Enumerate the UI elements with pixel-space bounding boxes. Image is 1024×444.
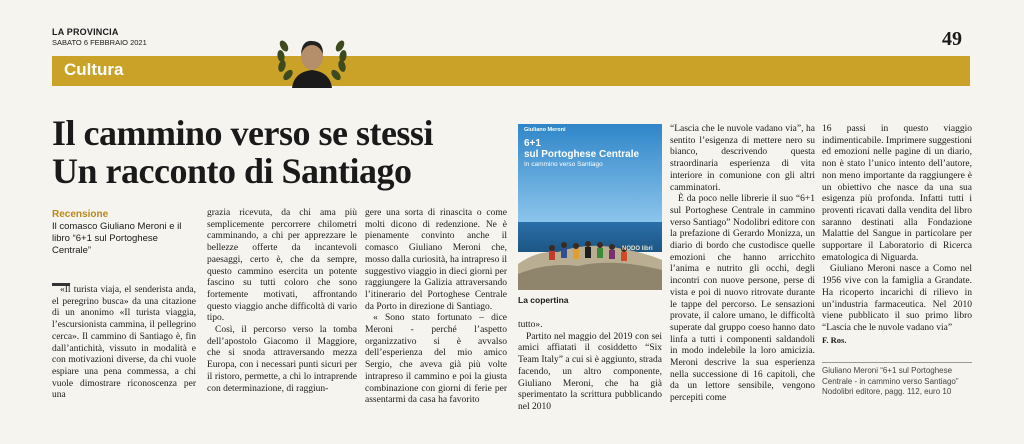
paragraph: grazia ricevuta, da chi ama più semplicemente percorrere chilometri camminando, a chi per apprezzare le bellezze offerte da incantevoli paesaggi, certo è, che da sempre, questo cammino esercita un potente fascino su tutti coloro che sono fortemente motivati, affrontando questo viaggio anche difficoltà di vario tipo.: [207, 208, 357, 324]
publisher-logo: NODO libri: [622, 246, 653, 252]
book-cover-image: [518, 124, 662, 290]
author-signature: F. Ros.: [822, 334, 847, 345]
cover-title-line-1: 6+1: [524, 138, 541, 149]
paragraph: 16 passi in questo viaggio indimenticabile. Imprimere suggestioni ed emozioni nelle pagine di un diario, non è stato l’unico intento dell’autore, non meno importante da raggiungere è un obiettivo che nasce da una sua esigenza più profonda. Infatti tutti i proventi ricavati dalla vendita del libro saranno destinati alla Fondazione Malattie del Sangue in particolare per supportare il Laboratorio di Ricerca ematologica di Niguarda.: [822, 124, 972, 263]
section-band: [52, 56, 970, 86]
paragraph: Giuliano Meroni nasce a Como nel 1956 vive con la famiglia a Grandate. Ha ricoperto incarichi di rilievo in un’industria farmaceutica. Nel 2010 viene pubblicato il suo primo libro “Lascia che le nuvole vadano via”: [822, 264, 972, 333]
paragraph: Così, il percorso verso la tomba dell’apostolo Giacomo il Maggiore, che si snoda attraversando mezza Europa, con i necessari punti sicuri per il ristoro, permette, a chi lo intraprende con determinazione, di raggiun-: [207, 325, 357, 394]
section-portrait-logo: [272, 32, 352, 88]
image-caption: La copertina: [518, 295, 569, 305]
headline-line-2: Un racconto di Santiago: [52, 151, 412, 191]
cover-subtitle: In cammino verso Santiago: [524, 161, 603, 168]
book-info-box: Giuliano Meroni “6+1 sul Portoghese Centrale - in cammino verso Santiago” Nodolibri editore, pagg. 112, euro 10: [822, 366, 959, 396]
text-column-3: [365, 208, 507, 407]
issue-date: SABATO 6 FEBBRAIO 2021: [52, 38, 147, 47]
text-column-2: [207, 208, 357, 395]
paragraph: « Sono stato fortunato – dice Meroni - perché l’aspetto organizzativo si è avvalso dell’esperienza del mio amico Sergio, che aveva già più volte intrapreso il cammino e poi la giusta combinazione con giorni di ferie per assentarmi da casa ha favorito: [365, 313, 507, 406]
paragraph: “Lascia che le nuvole vadano via”, ha sentito l’esigenza di mettere nero su bianco, descrivendo questa straordinaria esperienza di vita interiore in comunione con gli altri camminatori.: [670, 124, 815, 193]
text-column-6: [822, 124, 972, 346]
article-standfirst: Il comasco Giuliano Meroni e il libro “6+1 sul Portoghese Centrale”: [52, 221, 182, 256]
headline-line-1: Il cammino verso se stessi: [52, 113, 433, 153]
section-label: Cultura: [64, 60, 124, 79]
cover-author: Giuliano Meroni: [524, 127, 566, 133]
paragraph: È da poco nelle librerie il suo “6+1 sul Portoghese Centrale in cammino verso Santiago” Nodolibri editore con la prefazione di Gerardo Monizza, un diario di bordo che custodisce quelle emozioni che hanno arricchito l’anima e nutrito gli occhi, degli incontri con nuove persone, perse di vista e poi di nuovo ritrovate durante le tappe del percorso. Le sensazioni provate, il calore umano, le difficoltà superate dal gruppo coeso hanno dato linfa a tutti i componenti saldandoli in modo indelebile la loro amicizia. Meroni descrive la sua esperienza nella successione di 16 capitoli, che da un lettore sensibile, vengono percepiti come: [670, 194, 815, 404]
cover-title: [524, 138, 639, 160]
article-headline: [52, 114, 433, 190]
page-number: 49: [942, 28, 962, 50]
info-box-rule: [822, 362, 972, 363]
text-column-5: [670, 124, 815, 405]
paragraph: gere una sorta di rinascita o come molti dicono di redenzione. Ne è pienamente convinto anche il comasco Giuliano Meroni che, mosso dalla curiosità, ha intrapreso il suggestivo viaggio in dieci giorni per raggiungere la Galizia attraversando l’itinerario del Portoghese Centrale da Porto in direzione di Santiago.: [365, 208, 507, 312]
article-kicker: Recensione: [52, 209, 109, 220]
paragraph: «Il turista viaja, el senderista anda, el peregrino busca» da una citazione di un anonimo «Il turista viaggia, l’escursionista cammina, il pellegrino cerca». Il cammino di Santiago è, fin dall’antichità, vissuto in modalità e con motivazioni diverse, da chi vuole espiare una pena commessa, a chi vuole dimostrare riconoscenza per una: [52, 285, 196, 401]
cover-title-line-2: sul Portoghese Centrale: [524, 149, 640, 160]
newspaper-name: LA PROVINCIA: [52, 27, 119, 37]
paragraph: tutto».: [518, 320, 543, 330]
text-column-1: [52, 285, 196, 402]
text-column-4: [518, 320, 662, 414]
paragraph: Partito nel maggio del 2019 con sei amici affiatati il cosiddetto “Six Team Italy” a cui si è aggiunto, strada facendo, un altro componente, Giuliano Meroni, che ha già sperimentato la scrittura pubblicando nel 2010: [518, 331, 662, 412]
